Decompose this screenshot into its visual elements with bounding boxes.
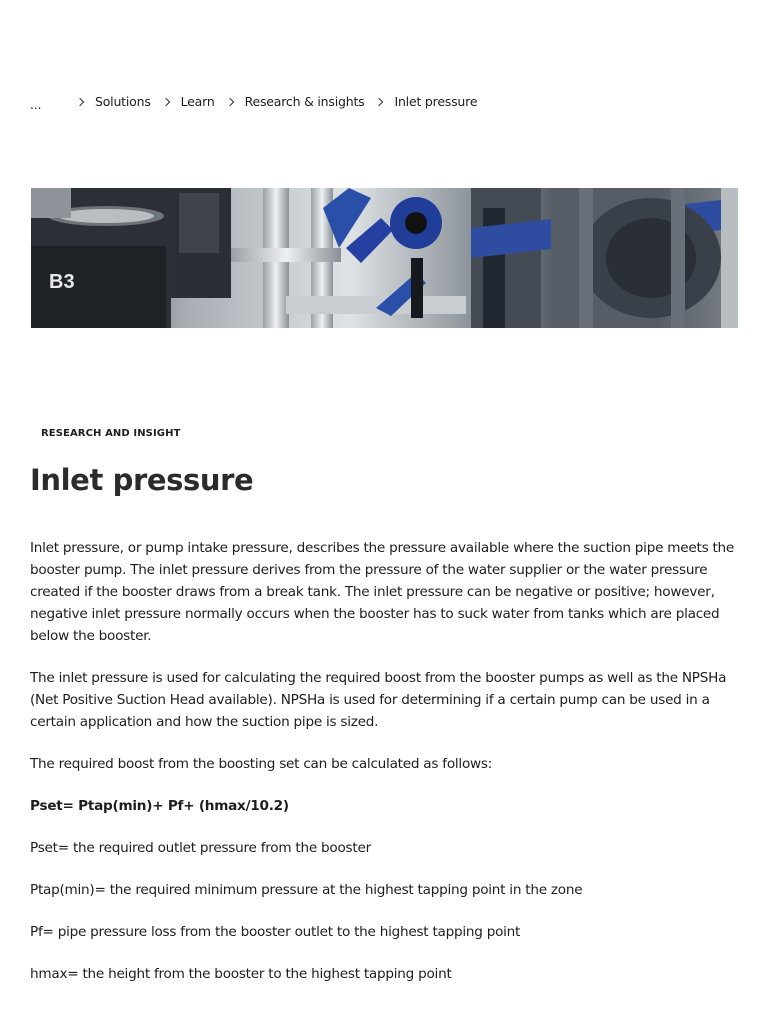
breadcrumb	[30, 91, 477, 112]
breadcrumb-item-solutions[interactable]	[70, 94, 151, 109]
breadcrumb-link-solutions[interactable]: Solutions	[95, 94, 151, 109]
page-title: Inlet pressure	[30, 463, 254, 497]
breadcrumb-item-current	[364, 94, 477, 109]
article-paragraph: The required boost from the boosting set can be calculated as follows:	[30, 756, 493, 772]
breadcrumb-item-research-insights[interactable]	[215, 94, 365, 109]
breadcrumb-link-learn[interactable]: Learn	[180, 94, 215, 109]
formula: Pset= Ptap(min)+ Pf+ (hmax/10.2)	[30, 798, 289, 814]
article-paragraph: The inlet pressure is used for calculating the required boost from the booster pumps as well as the NPSHa (Net Positive Suction Head available). NPSHa is used for determining if a certain pump can be used in a certain application and how the suction pipe is sized.	[30, 670, 727, 730]
breadcrumb-current-page: Inlet pressure	[394, 94, 478, 109]
article-category: RESEARCH AND INSIGHT	[41, 428, 181, 439]
breadcrumb-link-research-insights[interactable]: Research & insights	[244, 94, 365, 109]
hero-unit-label: B3	[49, 271, 75, 293]
chevron-right-icon	[225, 97, 233, 105]
formula-definition: hmax= the height from the booster to the highest tapping point	[30, 966, 452, 982]
formula-definition: Pf= pipe pressure loss from the booster outlet to the highest tapping point	[30, 924, 521, 940]
breadcrumb-ellipsis[interactable]: ...	[30, 97, 42, 112]
chevron-right-icon	[76, 97, 84, 105]
chevron-right-icon	[375, 97, 383, 105]
hero-image	[31, 188, 738, 328]
article-body	[30, 537, 742, 1005]
chevron-right-icon	[161, 97, 169, 105]
breadcrumb-item-learn[interactable]	[151, 94, 215, 109]
formula-definition: Ptap(min)= the required minimum pressure at the highest tapping point in the zone	[30, 882, 583, 898]
pump-station-illustration	[31, 188, 738, 328]
formula-definition: Pset= the required outlet pressure from the booster	[30, 840, 371, 856]
article-paragraph: Inlet pressure, or pump intake pressure, describes the pressure available where the suction pipe meets the booster pump. The inlet pressure derives from the pressure of the water supplier or the water pressure created if the booster draws from a break tank. The inlet pressure can be negative or positive; however, negative inlet pressure normally occurs when the booster has to suck water from tanks which are placed below the booster.	[30, 540, 735, 644]
